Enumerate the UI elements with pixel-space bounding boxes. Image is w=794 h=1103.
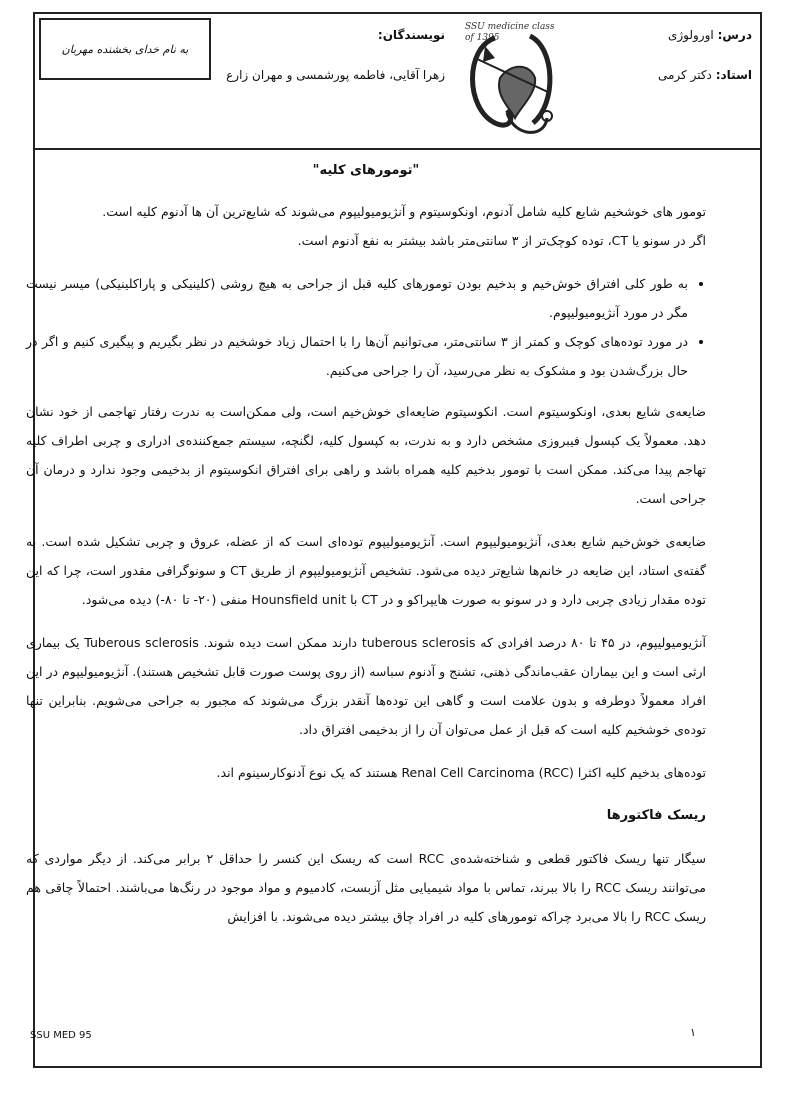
intro-paragraph [26, 197, 706, 255]
intro-line-2: اگر در سونو یا CT، توده کوچک‌تر از ۳ سانتی‌متر باشد بیشتر به نفع آدنوم است. [297, 233, 706, 248]
intro-line-1: تومور های خوشخیم شایع کلیه شامل آدنوم، اونکوسیتوم و آنژیومیولیپوم می‌شوند که شایع‌ترین آن ها آدنوم کلیه است. [102, 204, 706, 219]
bismillah-text: به نام خدای بخشنده مهربان [61, 42, 189, 56]
course-info [542, 26, 752, 106]
footer-label: SSU MED 95 [30, 1030, 92, 1041]
rcc-paragraph: توده‌های بدخیم کلیه اکثرا Renal Cell Carcinoma (RCC) هستند که یک نوع آدنوکارسینوم اند. [216, 765, 706, 780]
authors-label: نویسندگان: [377, 28, 445, 42]
page-number: ۱ [690, 1026, 696, 1039]
bullet-item: • به طور کلی افتراق خوش‌خیم و بدخیم بودن تومورهای کلیه قبل از جراحی به هیچ روشی (کلینیکی و پاراکلینیکی) میسر نیست مگر در مورد آنژیومیولیپوم. [26, 269, 688, 327]
bullet-item: • در مورد توده‌های کوچک و کمتر از ۳ سانتی‌متر، می‌توانیم آن‌ها را با احتمال زیاد خوشخیم در نظر بگیریم و پیگیری کنیم و اگر در حال بزرگ‌شدن بود و مشکوک به نظر می‌رسید، آن را جراحی می‌کنیم. [26, 327, 688, 385]
section-heading-risk-factors: ریسک فاکتورها [606, 808, 706, 823]
instructor-label: استاد: [715, 68, 752, 82]
course-row [542, 26, 752, 44]
angiomyolipoma-paragraph: ضایعه‌ی خوش‌خیم شایع بعدی، آنژیومیولیپوم است. آنژیومیولیپوم توده‌ای است که از عضله، عروق و چربی تشکیل شده است. به گفته‌ی استاد، این ضایعه در خانم‌ها شایع‌تر دیده می‌شود. تشخیص آنژیومیولیپوم از طریق CT و سونوگرافی مقدور است، چرا که این توده مقدار زیادی چربی دارد و در سونو به صورت هایپراکو و در CT با Hounsfield unit منفی (۲۰- تا ۸۰-) دیده می‌شود. [26, 534, 706, 607]
document-body [26, 156, 706, 945]
tuberous-sclerosis-paragraph: آنژیومیولیپوم، در ۴۵ تا ۸۰ درصد افرادی که tuberous sclerosis دارند ممکن است دیده شوند. Tuberous sclerosis یک بیماری ارثی است و این بیماران عقب‌ماندگی ذهنی، تشنج و آدنوم سباسه (از روی پوست صورت قابل تشخیص هستند). آنژیومیولیپوم در این افراد معمولاً دوطرفه و بدون علامت است و گاهی این توده‌ها آنقدر بزرگ می‌شوند که مجبور به جراحی می‌شویم. بنابراین تنها توده‌ی خوشخیم کلیه است که قبل از عمل می‌توان آن را از بدخیمی افتراق داد. [26, 635, 706, 737]
document-title: "تومورهای کلیه" [312, 163, 420, 178]
authors [225, 26, 445, 84]
risk-factors-paragraph: سیگار تنها ریسک فاکتور قطعی و شناخته‌شده‌ی RCC است که ریسک این کنسر را حداقل ۲ برابر می‌کند. از دیگر مواردی که می‌توانند ریسک RCC را بالا ببرند، تماس با مواد شیمیایی مثل آزبست، کادمیوم و مواد موجود در رنگ‌ها می‌باشند. احتمالاً چاقی هم ریسک RCC را بالا می‌برد چراکه تومورهای کلیه در افراد چاق بیشتر دیده می‌شوند. با افزایش [26, 851, 707, 924]
course-value: اورولوژی [667, 28, 714, 42]
instructor-row [542, 66, 752, 84]
authors-names: زهرا آقایی، فاطمه پورشمسی و مهران زارع [226, 68, 445, 82]
instructor-value: دکتر کرمی [658, 68, 712, 82]
bismillah-box [39, 18, 211, 80]
course-label: درس: [717, 28, 752, 42]
logo-caption: SSU medicine class of 1395 [465, 22, 555, 43]
ssu-logo-icon [455, 18, 563, 144]
bullet-list [26, 269, 706, 385]
oncocytoma-paragraph: ضایعه‌ی شایع بعدی، اونکوسیتوم است. انکوسیتوم ضایعه‌ای خوش‌خیم است، ولی ممکن‌است به ندرت رفتار تهاجمی از خود نشان دهد. معمولاً یک کپسول فیبروزی مشخص دارد و به ندرت، به کپسول کلیه، لگنچه، سیستم جمع‌کننده‌ی ادراری و چربی اطراف کلیه تهاجم پیدا می‌کند. ممکن است با تومور بدخیم کلیه همراه باشد و راهی برای افتراق انکوسیتوم از بدخیمی وجود ندارد و درمان آن جراحی است. [26, 404, 706, 506]
header [35, 14, 760, 150]
